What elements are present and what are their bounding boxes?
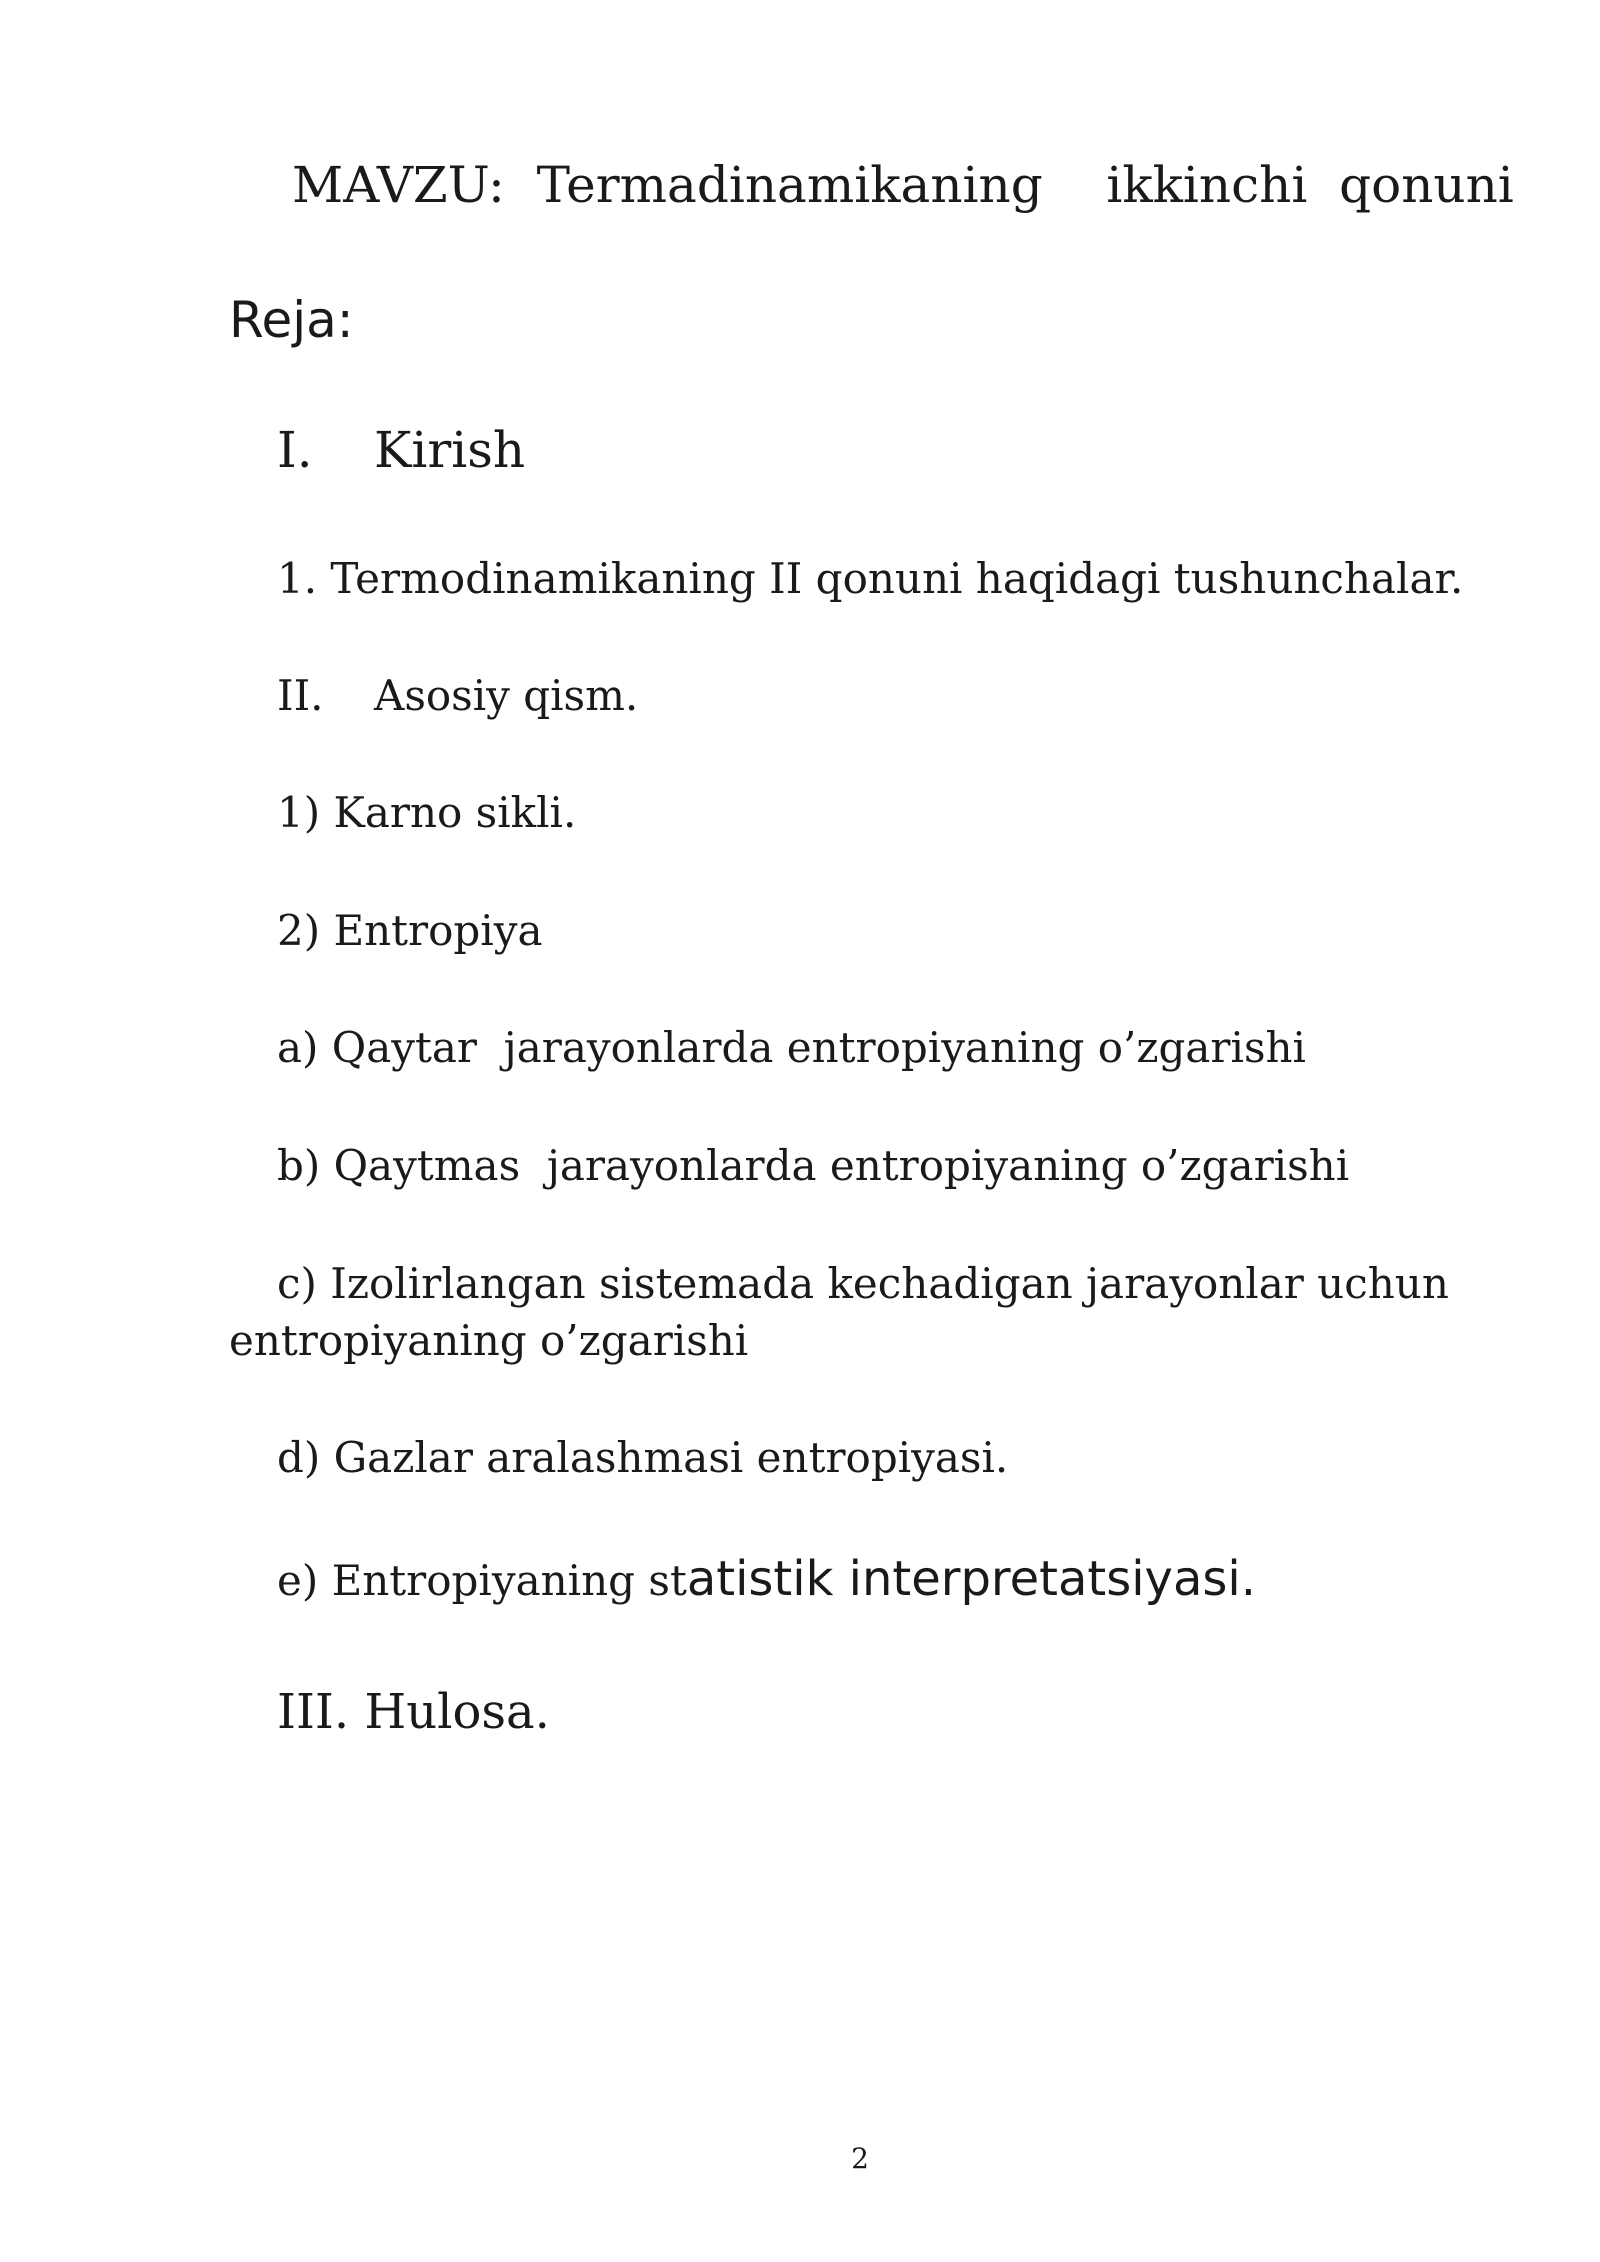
list-item: c) Izolirlangan sistemada kechadigan jarayonlar uchun bbox=[277, 1259, 1449, 1308]
list-item-text: atistik interpretatsiyasi. bbox=[686, 1551, 1256, 1607]
list-item: 1. Termodinamikaning II qonuni haqidagi tushunchalar. bbox=[277, 554, 1464, 603]
list-item bbox=[277, 1551, 1256, 1607]
document-title: MAVZU: Termadinamikaning ikkinchi qonuni bbox=[292, 156, 1514, 214]
section-number: I. bbox=[277, 421, 313, 479]
section-number: II. bbox=[277, 671, 324, 720]
section-conclusion: III. Hulosa. bbox=[277, 1684, 550, 1740]
section-label: Asosiy qism. bbox=[374, 671, 639, 720]
list-item-continuation: entropiyaning o’zgarishi bbox=[229, 1316, 749, 1365]
list-item: b) Qaytmas jarayonlarda entropiyaning o’zgarishi bbox=[277, 1141, 1350, 1190]
list-item: 2) Entropiya bbox=[277, 906, 543, 955]
section-label: Kirish bbox=[374, 421, 526, 479]
list-item-text: e) Entropiyaning st bbox=[277, 1556, 687, 1605]
list-item: a) Qaytar jarayonlarda entropiyaning o’zgarishi bbox=[277, 1023, 1306, 1072]
plan-label: Reja: bbox=[229, 291, 354, 349]
page-number: 2 bbox=[851, 2142, 869, 2175]
section-introduction bbox=[277, 421, 526, 479]
section-main-part bbox=[277, 671, 639, 720]
list-item: 1) Karno sikli. bbox=[277, 788, 577, 837]
list-item: d) Gazlar aralashmasi entropiyasi. bbox=[277, 1433, 1009, 1482]
